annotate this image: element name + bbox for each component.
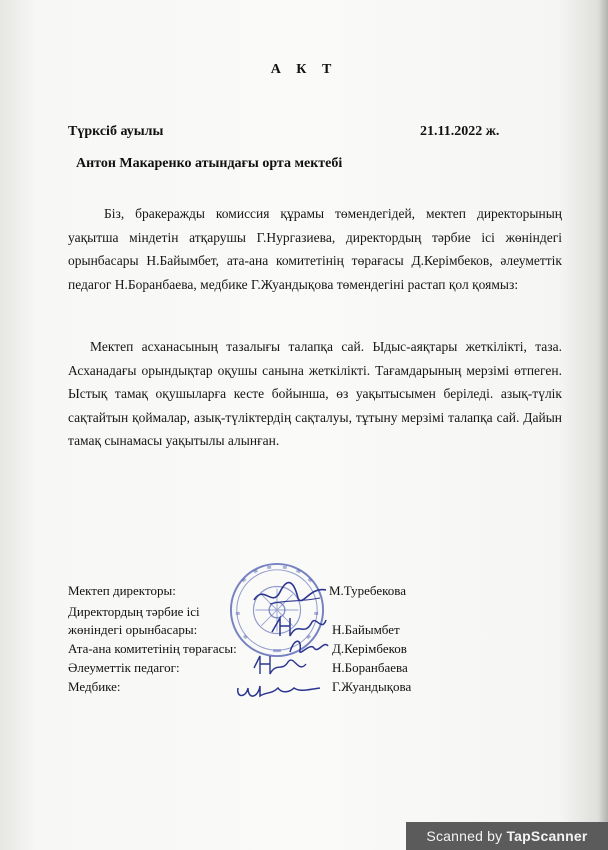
body-paragraph-2: Мектеп асханасының тазалығы талапқа сай. Ыдыс-аяқтары жеткілікті, таза. Асханадағы орындықтар оқушы санына жеткілікті. Тағамдарының мерзімі өтпеген. Ыстық тамақ оқушыларға кесте бойынша, өз уақытысымен беріледі. азық-түлік сақтайтын қоймалар, азық-түліктердің сақталуы, тұтыну мерзімі талапқа сай. Дайын тамақ сынамасы уақытылы алынған. bbox=[68, 339, 562, 448]
signature-row-deputy-line1 bbox=[68, 604, 498, 622]
signature-row-director bbox=[68, 583, 498, 601]
signature-row-nurse bbox=[68, 679, 498, 697]
signature-name: Н.Байымбет bbox=[332, 622, 400, 637]
signature-row-parent-committee bbox=[68, 641, 498, 659]
signature-role: Медбике: bbox=[68, 679, 121, 694]
signature-name: Г.Жуандықова bbox=[332, 679, 412, 694]
body-paragraph-1: Біз, бракеражды комиссия құрамы төмендегідей, мектеп директорының уақытша міндетін атқарушы Г.Нургазиева, директордың тәрбие ісі жөніндегі орынбасары Н.Байымбет, ата-ана комитетінің төрағасы Д.Керімбеков, әлеуметтік педагог Н.Боранбаева, медбике Г.Жуандықова төмендегіні растап қол қоямыз: bbox=[68, 206, 562, 292]
signature-row-deputy bbox=[68, 622, 498, 640]
signature-role: жөніндегі орынбасары: bbox=[68, 622, 198, 637]
signature-role: Мектеп директоры: bbox=[68, 583, 176, 598]
document-title: А К Т bbox=[270, 62, 338, 77]
signature-name: Д.Керімбеков bbox=[332, 641, 407, 656]
signature-row-social-pedagogue bbox=[68, 660, 498, 678]
scanner-badge-prefix: Scanned by bbox=[426, 828, 503, 844]
signature-role: Әлеуметтік педагог: bbox=[68, 660, 180, 675]
school-name: Антон Макаренко атындағы орта мектебі bbox=[76, 156, 343, 171]
document-date: 21.11.2022 ж. bbox=[420, 124, 500, 139]
signature-name: Н.Боранбаева bbox=[332, 660, 408, 675]
scanner-watermark-badge bbox=[406, 822, 608, 850]
scanner-badge-brand: TapScanner bbox=[506, 828, 588, 844]
signature-role: Директордың тәрбие ісі bbox=[68, 604, 200, 619]
page-edge-shadow bbox=[598, 0, 608, 850]
signature-name: М.Туребекова bbox=[329, 583, 406, 598]
signature-role: Ата-ана комитетінің төрағасы: bbox=[68, 641, 237, 656]
document-place: Түрксіб ауылы bbox=[68, 124, 164, 139]
